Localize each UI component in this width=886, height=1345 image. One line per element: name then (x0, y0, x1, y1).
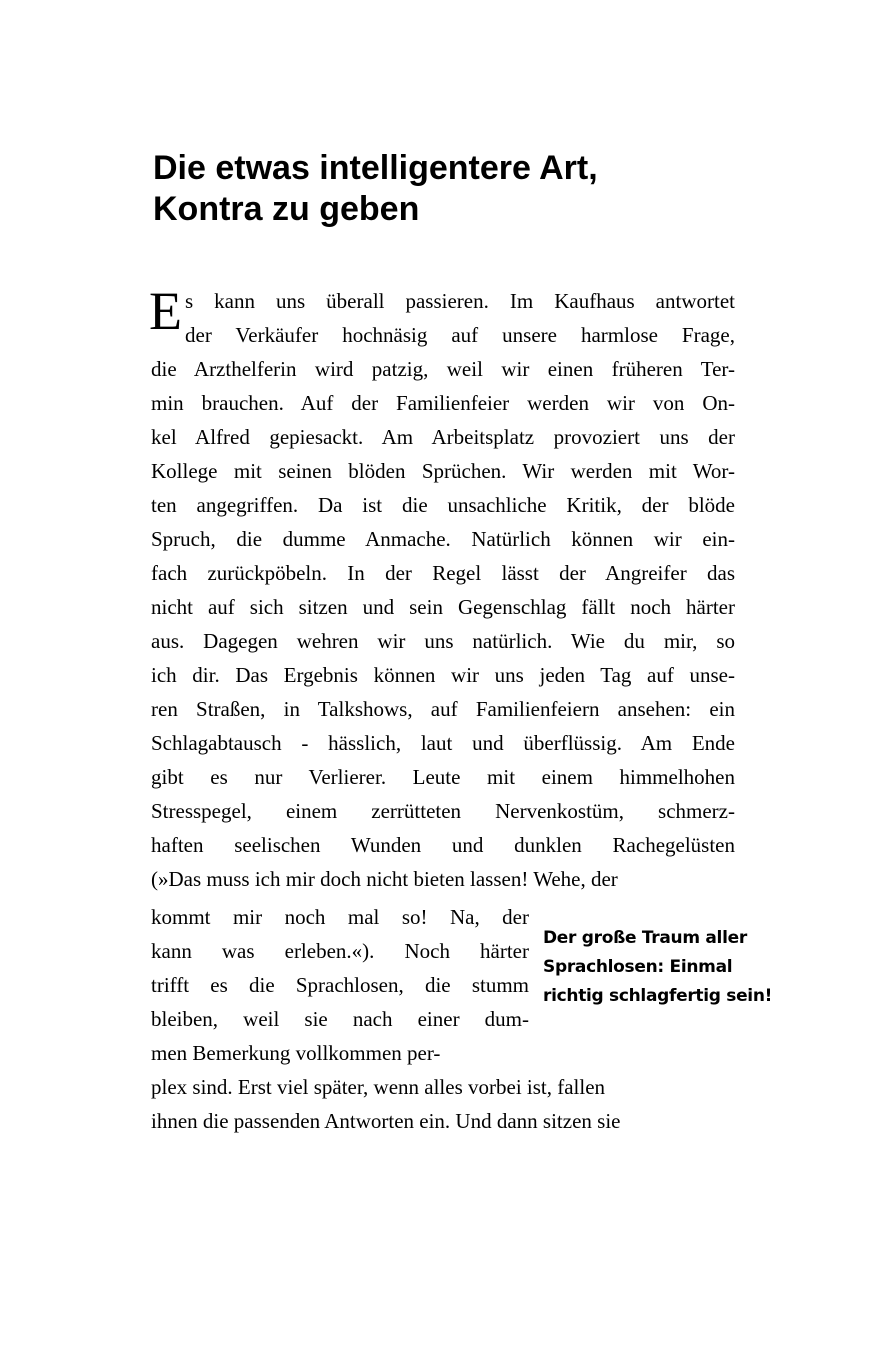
pull-quote-line-3: richtig schlagfertig sein! (543, 986, 773, 1006)
paragraph-line: haften seelischen Wunden und dunklen Rachegelüsten (151, 833, 735, 857)
paragraph-line: Kollege mit seinen blöden Sprüchen. Wir werden mit Wor- (151, 459, 735, 483)
chapter-title (153, 148, 773, 230)
paragraph-line: Schlagabtausch - hässlich, laut und überflüssig. Am Ende (151, 731, 735, 755)
paragraph-line: trifft es die Sprachlosen, die stumm (151, 973, 529, 997)
drop-cap: E (149, 281, 182, 341)
pull-quote-line-2: Sprachlosen: Einmal (543, 957, 733, 977)
paragraph-line: ich dir. Das Ergebnis können wir uns jeden Tag auf unse- (151, 663, 735, 687)
body-paragraph-narrow (151, 900, 529, 1070)
paragraph-line: die Arzthelferin wird patzig, weil wir einen früheren Ter- (151, 357, 735, 381)
paragraph-line: Spruch, die dumme Anmache. Natürlich können wir ein- (151, 527, 735, 551)
paragraph-line: der Verkäufer hochnäsig auf unsere harmlose Frage, (185, 323, 735, 347)
paragraph-line: aus. Dagegen wehren wir uns natürlich. Wie du mir, so (151, 629, 735, 653)
paragraph-line: min brauchen. Auf der Familienfeier werden wir von On- (151, 391, 735, 415)
paragraph-line: fach zurückpöbeln. In der Regel lässt der Angreifer das (151, 561, 735, 585)
paragraph-line: kel Alfred gepiesackt. Am Arbeitsplatz provoziert uns der (151, 425, 735, 449)
chapter-title-line-2: Kontra zu geben (153, 190, 420, 228)
paragraph-line: gibt es nur Verlierer. Leute mit einem himmelhohen (151, 765, 735, 789)
paragraph-line: nicht auf sich sitzen und sein Gegenschlag fällt noch härter (151, 595, 735, 619)
body-paragraph-tail (151, 1070, 735, 1138)
paragraph-line: kann was erleben.«). Noch härter (151, 939, 529, 963)
paragraph-line: Stresspegel, einem zerrütteten Nervenkostüm, schmerz- (151, 799, 735, 823)
pull-quote (543, 924, 793, 1011)
paragraph-line: men Bemerkung vollkommen per- (151, 1041, 441, 1065)
chapter-title-line-1: Die etwas intelligentere Art, (153, 149, 598, 187)
paragraph-line: bleiben, weil sie nach einer dum- (151, 1007, 529, 1031)
paragraph-line: s kann uns überall passieren. Im Kaufhaus antwortet (185, 289, 735, 313)
paragraph-line: kommt mir noch mal so! Na, der (151, 905, 529, 929)
paragraph-line: ihnen die passenden Antworten ein. Und dann sitzen sie (151, 1109, 621, 1133)
pull-quote-line-1: Der große Traum aller (543, 928, 747, 948)
body-paragraph-main (149, 281, 735, 896)
paragraph-line: (»Das muss ich mir doch nicht bieten lassen! Wehe, der (151, 867, 618, 891)
paragraph-line: ren Straßen, in Talkshows, auf Familienfeiern ansehen: ein (151, 697, 735, 721)
paragraph-line: ten angegriffen. Da ist die unsachliche Kritik, der blöde (151, 493, 735, 517)
paragraph-line: plex sind. Erst viel später, wenn alles vorbei ist, fallen (151, 1075, 606, 1099)
